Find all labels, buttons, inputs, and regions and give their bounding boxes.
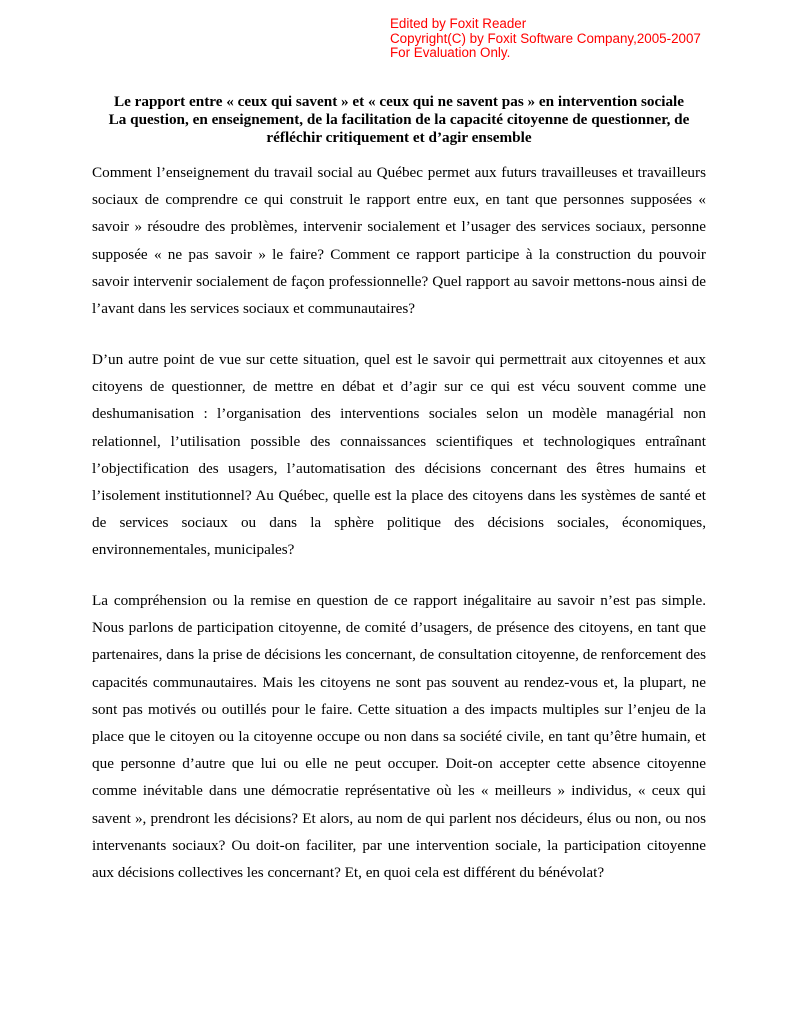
watermark-line-1: Edited by Foxit Reader bbox=[390, 16, 527, 31]
watermark-line-3: For Evaluation Only. bbox=[390, 45, 511, 61]
body-paragraph-2: D’un autre point de vue sur cette situation, quel est le savoir qui permettrait aux citoyennes et aux citoyens de questionner, de mettre en débat et d’agir sur ce qui est vécu souvent comme une deshumanisation : l’organisation des interventions sociales selon un modèle managérial non relationnel, l’utilisation possible des connaissances scientifiques et technologiques entraînant l’objectification des usagers, l’automatisation des décisions concernant des êtres humains et l’isolement institutionnel? Au Québec, quelle est la place des citoyens dans les systèmes de santé et de services sociaux ou dans la sphère politique des décisions sociales, économiques, environnementales, municipales? bbox=[92, 351, 706, 559]
watermark-line-2: Copyright(C) by Foxit Software Company,2005-2007 bbox=[390, 30, 701, 46]
body-paragraph-3: La compréhension ou la remise en question de ce rapport inégalitaire au savoir n’est pas simple. Nous parlons de participation citoyenne, de comité d’usagers, de présence des citoyens, en tant que partenaires, dans la prise de décisions les concernant, de consultation citoyenne, de renforcement des capacités communautaires. Mais les citoyens ne sont pas souvent au rendez-vous et, la plupart, ne sont pas motivés ou outillés pour le faire. Cette situation a des impacts multiples sur l’enjeu de la place que le citoyen ou la citoyenne occupe ou non dans sa société civile, en tant qu’être humain, et que personne d’autre que lui ou elle ne peut occuper. Doit-on accepter cette absence citoyenne comme inévitable dans une démocratie représentative où les « meilleurs » individus, « ceux qui savent », prendront les décisions? Et alors, au nom de qui parlent nos décideurs, élus ou non, ou nos intervenants sociaux? Ou doit-on faciliter, par une intervention sociale, la participation citoyenne aux décisions collectives les concernant? Et, en quoi cela est différent du bénévolat? bbox=[92, 592, 706, 882]
title-line-2: La question, en enseignement, de la facilitation de la capacité citoyenne de questionner, de réfléchir critiquement et d’agir ensemble bbox=[108, 111, 690, 146]
body-paragraph-1: Comment l’enseignement du travail social au Québec permet aux futurs travailleuses et travailleurs sociaux de comprendre ce qui construit le rapport entre eux, en tant que personnes supposées « savoir » résoudre des problèmes, intervenir socialement et l’usager des services sociaux, personne supposée « ne pas savoir » le faire? Comment ce rapport participe à la construction du pouvoir savoir intervenir socialement de façon professionnelle? Quel rapport au savoir mettons-nous ainsi de l’avant dans les services sociaux et communautaires? bbox=[92, 164, 706, 318]
document-title bbox=[92, 93, 706, 147]
title-line-1: Le rapport entre « ceux qui savent » et « ceux qui ne savent pas » en intervention sociale bbox=[113, 93, 685, 110]
foxit-watermark bbox=[390, 17, 701, 61]
